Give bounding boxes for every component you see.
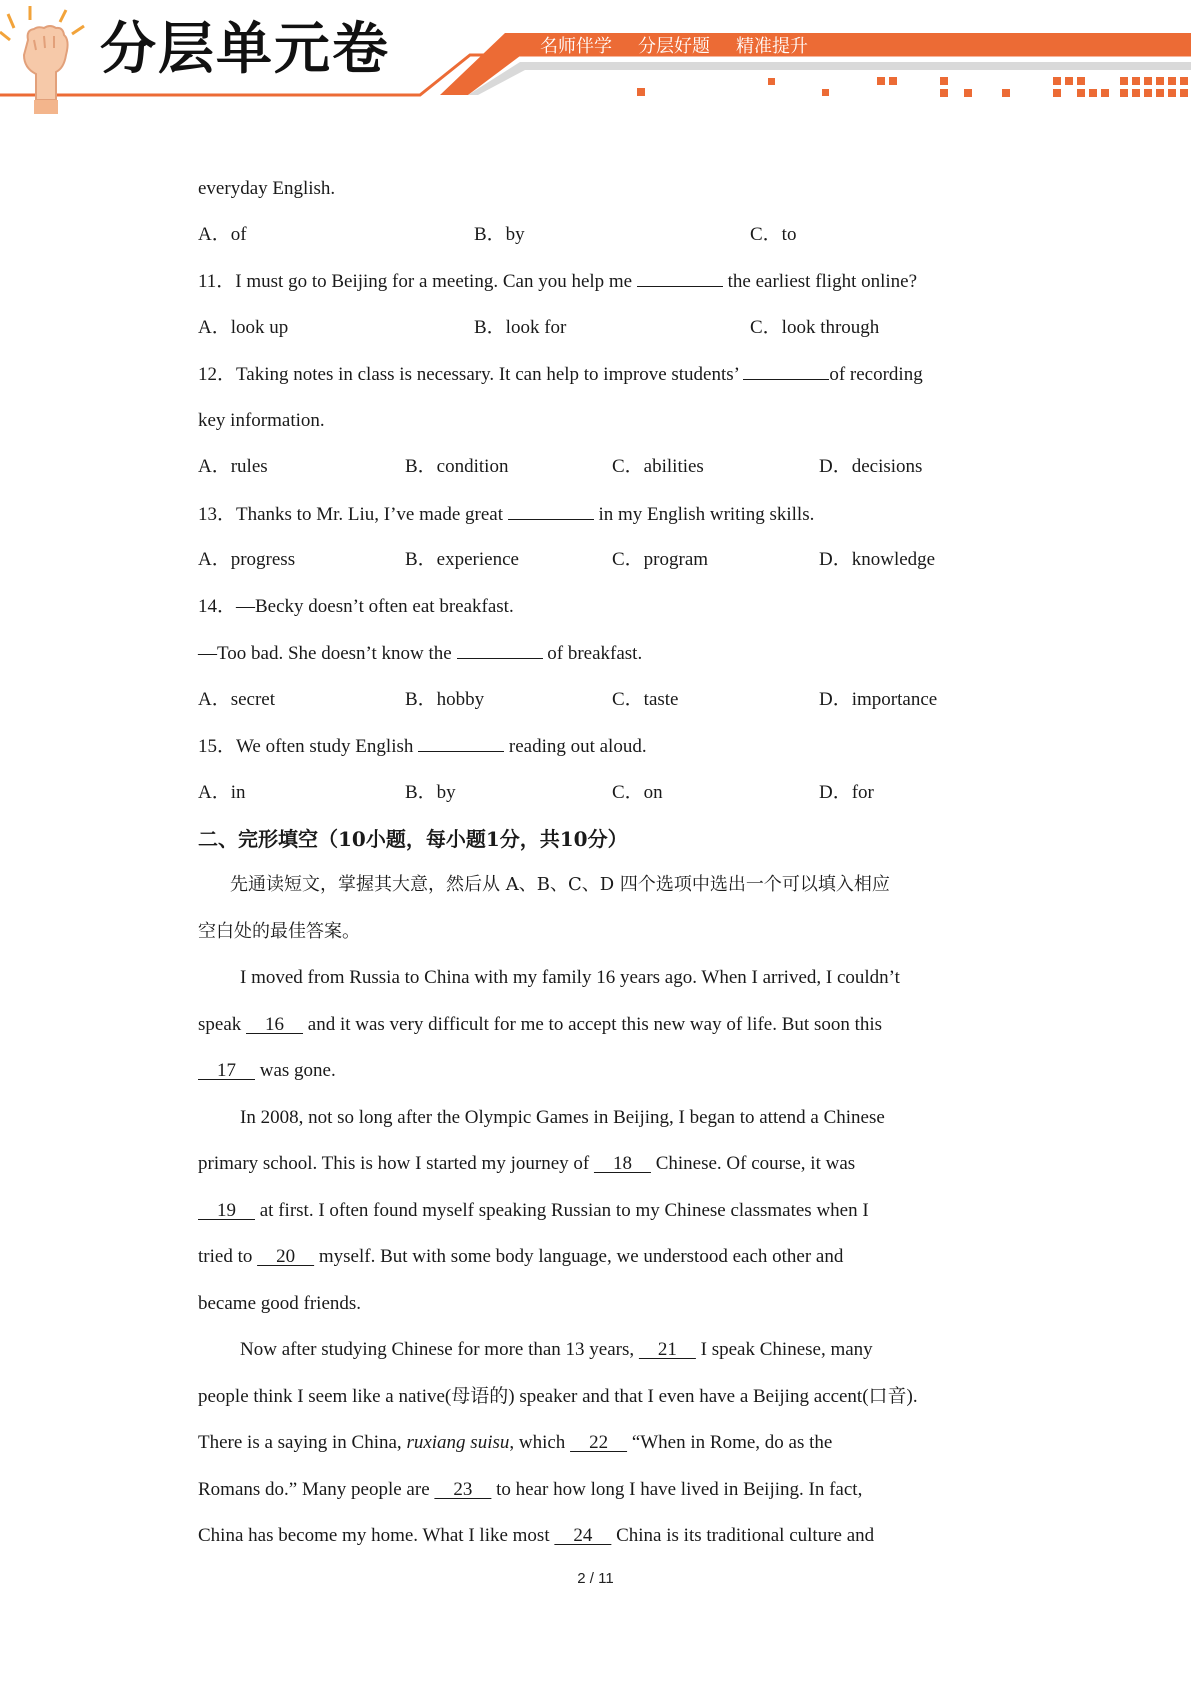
passage-text: Chinese. Of course, it was <box>650 1153 856 1174</box>
blank-21: 21 <box>638 1339 696 1360</box>
option-c: C．look through <box>750 317 880 338</box>
passage-text: Now after studying Chinese for more than 13 years, <box>240 1339 639 1360</box>
option-d: D．importance <box>819 689 938 710</box>
option-c: C．abilities <box>612 456 704 477</box>
passage-line <box>198 1430 832 1456</box>
option-a: A．look up <box>198 317 289 338</box>
option-a: A．secret <box>198 689 276 710</box>
answer-blank <box>637 268 723 287</box>
slogan-item: 名师伴学 <box>540 36 612 57</box>
blank-16: 16 <box>246 1014 304 1035</box>
blank-17: 17 <box>198 1060 255 1081</box>
passage-text: There is a saying in China, <box>198 1432 407 1453</box>
answer-blank <box>457 640 543 659</box>
passage-text: at first. I often found myself speaking Russian to my Chinese classmates when I <box>255 1200 869 1221</box>
passage-line <box>198 1058 336 1084</box>
question-text: of breakfast. <box>542 643 643 664</box>
page-number: 2 / 11 <box>577 1570 614 1587</box>
brand-title: 分层单元卷 <box>100 17 390 82</box>
passage-line <box>198 1477 862 1503</box>
passage-text: Romans do.” Many people are <box>198 1479 435 1500</box>
question-13 <box>198 501 814 527</box>
question-11 <box>198 268 917 294</box>
passage-line <box>198 1151 855 1177</box>
question-text: the earliest flight online? <box>722 271 918 292</box>
question-text: —Too bad. She doesn’t know the <box>198 643 457 664</box>
option-d: D．decisions <box>819 456 923 477</box>
passage-text: “When in Rome, do as the <box>627 1432 833 1453</box>
passage-text: speak <box>198 1014 247 1035</box>
passage-line: In 2008, not so long after the Olympic Games in Beijing, I began to attend a Chinese <box>240 1107 885 1128</box>
question-14-reply <box>198 640 642 666</box>
passage-line: became good friends. <box>198 1293 362 1314</box>
blank-23: 23 <box>434 1479 492 1500</box>
passage-text: tried to <box>198 1246 258 1267</box>
answer-blank <box>508 501 594 520</box>
option-b: B．hobby <box>405 689 485 710</box>
passage-text: , which <box>509 1432 571 1453</box>
option-a: A．in <box>198 782 246 803</box>
passage-text: China has become my home. What I like most <box>198 1525 555 1546</box>
option-b: B．look for <box>474 317 567 338</box>
page-header <box>0 0 1191 120</box>
option-c: C．to <box>750 224 797 245</box>
question-text: reading out aloud. <box>504 736 647 757</box>
slogan-item: 分层好题 <box>638 36 710 57</box>
passage-text: China is its traditional culture and <box>611 1525 875 1546</box>
option-c: C．program <box>612 549 709 570</box>
option-c: C．on <box>612 782 663 803</box>
option-a: A．of <box>198 224 247 245</box>
blank-18: 18 <box>593 1153 651 1174</box>
passage-line <box>198 1198 869 1224</box>
header-slogan <box>540 33 808 61</box>
passage-line <box>198 1337 873 1363</box>
option-a: A．rules <box>198 456 268 477</box>
question-14: 14．—Becky doesn’t often eat breakfast. <box>198 596 514 617</box>
passage-text: I speak Chinese, many <box>695 1339 873 1360</box>
instruction-text: 空白处的最佳答案。 <box>198 921 360 942</box>
passage-text: was gone. <box>255 1060 336 1081</box>
option-b: B．condition <box>405 456 509 477</box>
option-a: A．progress <box>198 549 296 570</box>
passage-line <box>198 1523 874 1549</box>
passage-line <box>198 1244 843 1270</box>
question-text: in my English writing skills. <box>593 504 815 525</box>
option-b: B．by <box>405 782 456 803</box>
question-text: 12．Taking notes in class is necessary. It can help to improve students’ <box>198 364 744 385</box>
option-b: B．experience <box>405 549 519 570</box>
answer-blank <box>743 361 829 380</box>
blank-20: 20 <box>257 1246 315 1267</box>
passage-text: myself. But with some body language, we understood each other and <box>314 1246 844 1267</box>
pinyin-phrase: ruxiang suisu <box>406 1432 510 1453</box>
text-line: key information. <box>198 410 325 431</box>
question-text: of recording <box>829 364 923 385</box>
blank-24: 24 <box>554 1525 612 1546</box>
passage-text: to hear how long I have lived in Beijing. In fact, <box>491 1479 863 1500</box>
slogan-item: 精准提升 <box>736 36 808 57</box>
option-b: B．by <box>474 224 525 245</box>
question-12 <box>198 361 923 387</box>
passage-text: primary school. This is how I started my journey of <box>198 1153 594 1174</box>
answer-blank <box>418 733 504 752</box>
question-15 <box>198 733 647 759</box>
raised-fist-icon <box>0 0 100 115</box>
option-d: D．for <box>819 782 874 803</box>
blank-19: 19 <box>198 1200 255 1221</box>
option-c: C．taste <box>612 689 679 710</box>
question-text: 11．I must go to Beijing for a meeting. Can you help me <box>198 271 637 292</box>
text-line: everyday English. <box>198 178 336 199</box>
passage-line <box>198 1012 882 1038</box>
option-d: D．knowledge <box>819 549 936 570</box>
blank-22: 22 <box>570 1432 628 1453</box>
question-text: 15．We often study English <box>198 736 419 757</box>
passage-line: people think I seem like a native(母语的) speaker and that I even have a Beijing accent(口音). <box>198 1386 918 1407</box>
instruction-text: 先通读短文，掌握其大意，然后从 A、B、C、D 四个选项中选出一个可以填入相应 <box>230 874 890 895</box>
passage-line: I moved from Russia to China with my family 16 years ago. When I arrived, I couldn’t <box>240 967 900 988</box>
section-title: 二、完形填空（10小题，每小题1分，共10分） <box>198 827 628 851</box>
question-text: 13．Thanks to Mr. Liu, I’ve made great <box>198 504 508 525</box>
passage-text: and it was very difficult for me to accept this new way of life. But soon this <box>303 1014 883 1035</box>
